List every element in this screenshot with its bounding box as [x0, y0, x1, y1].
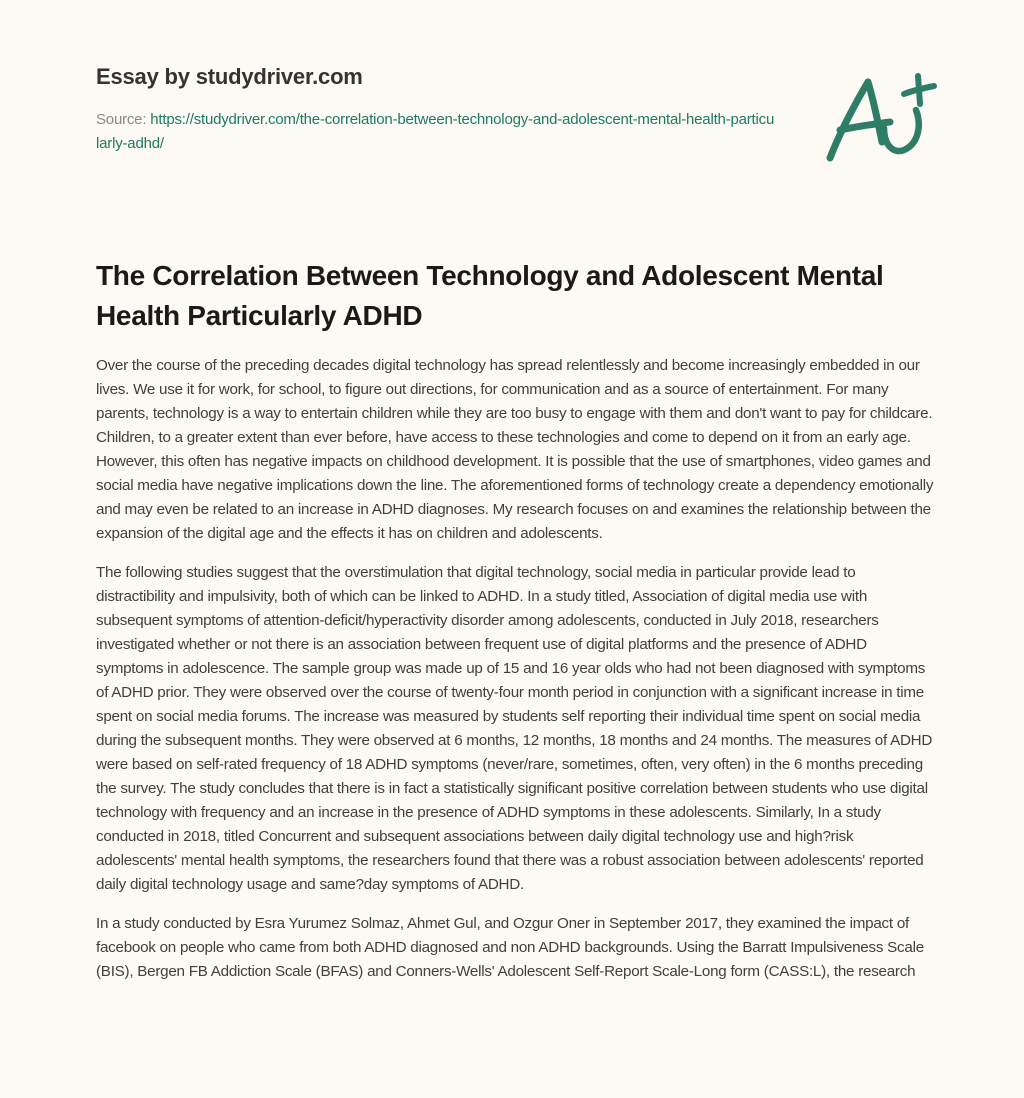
source-label: Source:	[96, 111, 151, 128]
source-link[interactable]: https://studydriver.com/the-correlation-between-technology-and-adolescent-mental-health-particularly-adhd/	[96, 111, 775, 152]
essay-paragraph: Over the course of the preceding decades digital technology has spread relentlessly and become increasingly embedded in our lives. We use it for work, for school, to figure out directions, for communication and as a source of entertainment. For many parents, technology is a way to entertain children while they are too busy to engage with them and don't want to pay for childcare. Children, to a greater extent than ever before, have access to these technologies and come to depend on it from an early age. However, this often has negative impacts on childhood development. It is possible that the use of smartphones, video games and social media have negative implications down the line. The aforementioned forms of technology create a dependency emotionally and may even be related to an increase in ADHD diagnoses. My research focuses on and examines the relationship between the expansion of the digital age and the effects it has on children and adolescents.	[96, 357, 934, 542]
source-line	[96, 108, 776, 156]
a-plus-grade-icon	[818, 62, 938, 172]
essay-paragraph: In a study conducted by Esra Yurumez Solmaz, Ahmet Gul, and Ozgur Oner in September 2017, they examined the impact of facebook on people who came from both ADHD diagnosed and non ADHD backgrounds. Using the Barratt Impulsiveness Scale (BIS), Bergen FB Addiction Scale (BFAS) and Conners-Wells' Adolescent Self-Report Scale-Long form (CASS:L), the research	[96, 915, 924, 980]
essay-body	[96, 354, 936, 999]
site-title: Essay by studydriver.com	[96, 64, 363, 89]
essay-header	[96, 62, 776, 156]
page-title: The Correlation Between Technology and Adolescent Mental Health Particularly ADHD	[96, 260, 884, 331]
essay-paragraph: The following studies suggest that the overstimulation that digital technology, social media in particular provide lead to distractibility and impulsivity, both of which can be linked to ADHD. In a study titled, Association of digital media use with subsequent symptoms of attention-deficit/hyperactivity disorder among adolescents, conducted in July 2018, researchers investigated whether or not there is an association between frequent use of digital platforms and the presence of ADHD symptoms in adolescence. The sample group was made up of 15 and 16 year olds who had not been diagnosed with symptoms of ADHD prior. They were observed over the course of twenty-four month period in conjunction with a significant increase in time spent on social media forums. The increase was measured by students self reporting their individual time spent on social media during the subsequent months. They were observed at 6 months, 12 months, 18 months and 24 months. The measures of ADHD were based on self-rated frequency of 18 ADHD symptoms (never/rare, sometimes, often, very often) in the 6 months preceding the survey. The study concludes that there is in fact a statistically significant positive correlation between students who use digital technology with frequency and an increase in the presence of ADHD symptoms in these adolescents. Similarly, In a study conducted in 2018, titled Concurrent and subsequent associations between daily digital technology use and high?risk adolescents' mental health symptoms, the researchers found that there was a robust association between adolescents' reported daily digital technology usage and same?day symptoms of ADHD.	[96, 564, 933, 893]
